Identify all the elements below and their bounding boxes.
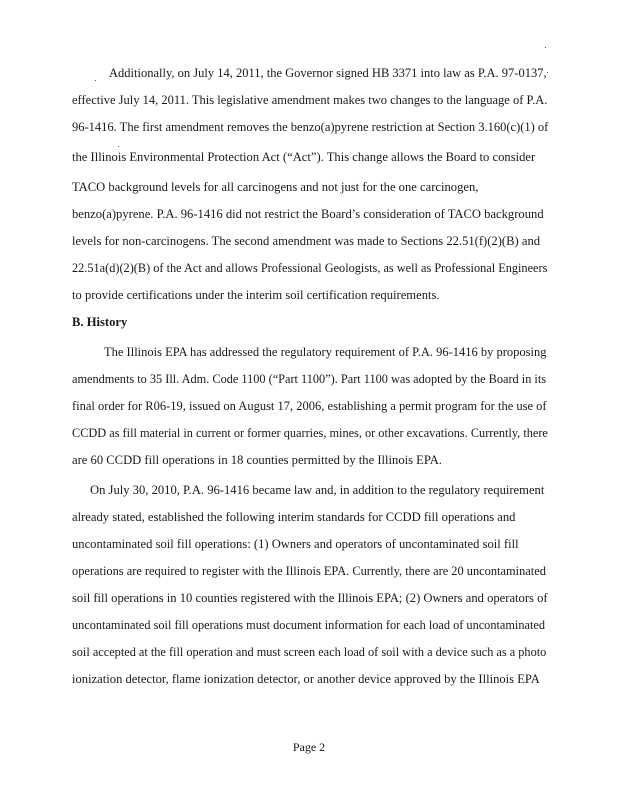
paragraph-1-line-1: Additionally, on July 14, 2011, the Governor signed HB 3371 into law as P.A. 97-0137, — [109, 66, 547, 80]
paragraph-3-line-8: ionization detector, flame ionization detector, or another device approved by the Illinois EPA — [72, 672, 540, 686]
paragraph-3-line-5: soil fill operations in 10 counties registered with the Illinois EPA; (2) Owners and operators of — [72, 591, 548, 605]
paragraph-2-line-3: final order for R06-19, issued on August 17, 2006, establishing a permit program for the use of — [72, 399, 547, 413]
paragraph-1-line-9: to provide certifications under the interim soil certification requirements. — [72, 288, 440, 302]
paragraph-3-line-6: uncontaminated soil fill operations must document information for each load of uncontaminated — [72, 618, 545, 632]
paragraph-1-line-5: TACO background levels for all carcinogens and not just for the one carcinogen, — [72, 180, 479, 194]
paragraph-1-line-6: benzo(a)pyrene. P.A. 96-1416 did not restrict the Board’s consideration of TACO background — [72, 207, 544, 221]
scan-speck — [95, 80, 96, 81]
paragraph-1-line-8: 22.51a(d)(2)(B) of the Act and allows Professional Geologists, as well as Professional Engineers — [72, 261, 548, 275]
paragraph-1-line-3: 96-1416. The first amendment removes the benzo(a)pyrene restriction at Section 3.160(c)(1) of — [72, 120, 549, 134]
paragraph-3-line-2: already stated, established the following interim standards for CCDD fill operations and — [72, 510, 516, 524]
paragraph-2-line-1: The Illinois EPA has addressed the regulatory requirement of P.A. 96-1416 by proposing — [104, 345, 547, 359]
paragraph-3-line-3: uncontaminated soil fill operations: (1) Owners and operators of uncontaminated soil fill — [72, 537, 519, 551]
paragraph-2-line-5: are 60 CCDD fill operations in 18 counties permitted by the Illinois EPA. — [72, 453, 442, 467]
page-number: Page 2 — [292, 740, 326, 754]
paragraph-1-line-7: levels for non-carcinogens. The second amendment was made to Sections 22.51(f)(2)(B) and — [72, 234, 541, 248]
paragraph-2-line-4: CCDD as fill material in current or former quarries, mines, or other excavations. Currently, there — [72, 426, 548, 440]
section-heading: B. History — [72, 315, 128, 329]
paragraph-1-line-4: the Illinois Environmental Protection Act (“Act”). This change allows the Board to consider — [72, 150, 536, 164]
paragraph-3-line-7: soil accepted at the fill operation and must screen each load of soil with a device such as a photo — [72, 645, 547, 659]
paragraph-3-line-1: On July 30, 2010, P.A. 96-1416 became law and, in addition to the regulatory requirement — [90, 483, 545, 497]
scan-speck — [118, 146, 119, 147]
scan-speck — [547, 72, 548, 73]
paragraph-3-line-4: operations are required to register with the Illinois EPA. Currently, there are 20 uncontaminated — [72, 564, 546, 578]
paragraph-1-line-2: effective July 14, 2011. This legislative amendment makes two changes to the language of P.A. — [72, 93, 548, 107]
paragraph-2-line-2: amendments to 35 Ill. Adm. Code 1100 (“Part 1100”). Part 1100 was adopted by the Board in its — [72, 372, 547, 386]
scan-speck — [545, 47, 546, 48]
